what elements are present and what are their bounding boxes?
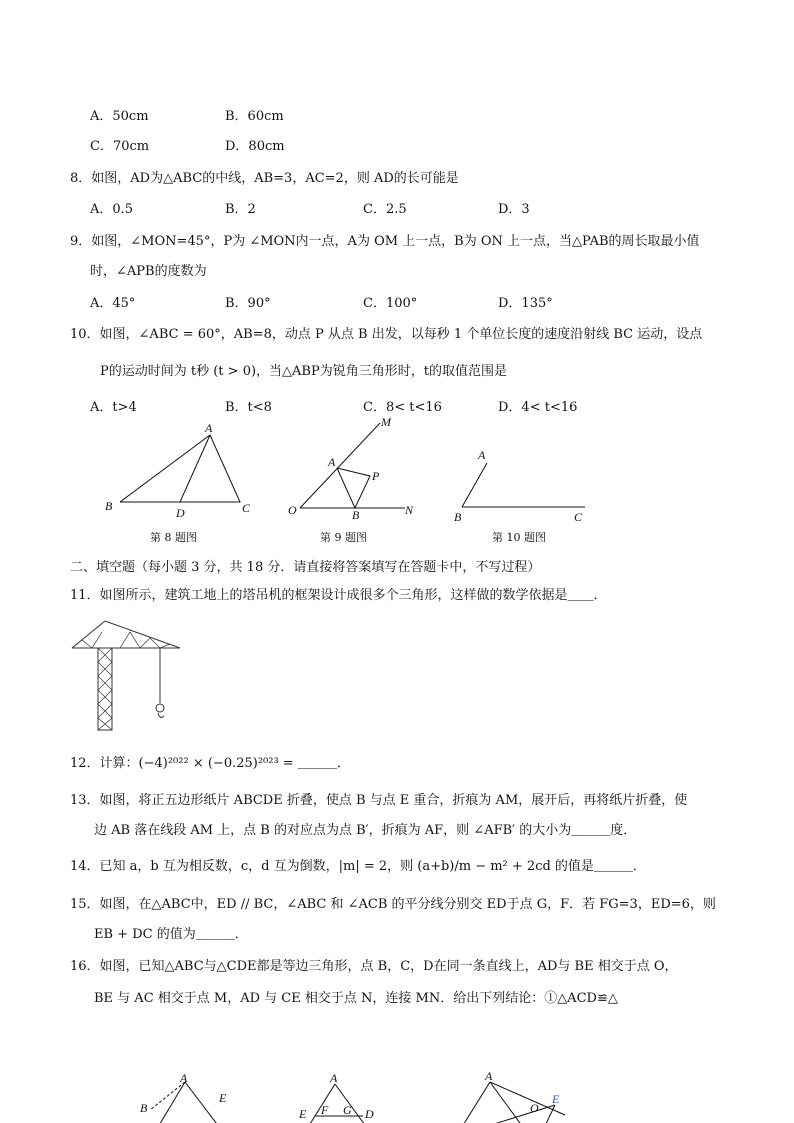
label-p: P [372,469,380,483]
label-a: A [485,1069,493,1083]
q8-option-d: D．3 [498,202,530,217]
label-a: A [205,421,213,435]
label-g: G [343,1103,352,1117]
q7-option-b: B．60cm [225,109,284,124]
label-n: N [405,503,414,517]
q16-line-2: BE 与 AC 相交于点 M，AD 与 CE 相交于点 N，连接 MN．给出下列结论：①△ACD≌△ [94,991,618,1006]
label-b: B [352,508,360,522]
label-d: D [176,506,185,520]
label-a: A [330,1071,338,1085]
q8-option-b: B．2 [225,202,256,217]
bottom-figure-3 [455,1070,575,1123]
q10-stem-1: 10．如图，∠ABC = 60°，AB=8，动点 P 从点 B 出发，以每秒 1 个单位长度的速度沿射线 BC 运动，设点 [70,327,703,342]
bottom-figure-1 [135,1072,245,1123]
q11-stem: 11．如图所示，建筑工地上的塔吊机的框架设计成很多个三角形，这样做的数学依据是＿＿． [70,588,607,603]
q9-option-c: C．100° [363,296,418,311]
q9-option-b: B．90° [225,296,271,311]
q9-stem-2: 时，∠APB的度数为 [90,264,207,279]
label-a: A [478,448,486,462]
bottom-figure-2 [295,1072,385,1123]
label-o: O [530,1101,539,1115]
caption-q8: 第 8 题图 [150,531,197,544]
label-b: B [454,510,462,524]
q7-option-c: C．70cm [90,139,150,154]
section-2-heading: 二、填空题（每小题 3 分，共 18 分．请直接将答案填写在答题卡中，不写过程） [70,560,541,575]
label-c: C [574,510,583,524]
q15-line-2: EB + DC 的值为＿＿＿． [94,927,248,942]
label-a: A [328,455,336,469]
q9-option-a: A．45° [90,296,136,311]
label-e: E [299,1107,307,1121]
q9-option-d: D．135° [498,296,553,311]
q14-stem: 14．已知 a，b 互为相反数，c，d 互为倒数，|m| = 2，则 (a+b)/m − m² + 2cd 的值是＿＿＿． [70,859,646,874]
label-d: D [365,1107,374,1121]
q10-option-d: D．4< t<16 [498,400,578,415]
caption-q10: 第 10 题图 [492,531,546,544]
label-f: F [321,1103,329,1117]
label-c: C [242,501,251,515]
q15-line-1: 15．如图，在△ABC中，ED // BC，∠ABC 和 ∠ACB 的平分线分别交 ED于点 G，F．若 FG=3，ED=6，则 [70,897,716,912]
figure-q9 [285,415,425,522]
q8-option-a: A．0.5 [90,202,134,217]
figure-q10 [450,445,590,525]
label-b: B [105,499,113,513]
q7-option-d: D．80cm [225,139,285,154]
label-o: O [288,503,297,517]
q8-option-c: C．2.5 [363,202,407,217]
q9-stem-1: 9．如图，∠MON=45°，P为 ∠MON内一点，A为 OM 上一点，B为 ON 上一点，当△PAB的周长取最小值 [70,234,700,249]
tower-crane-figure [70,618,185,733]
q10-option-a: A．t>4 [90,400,137,415]
q13-line-1: 13．如图，将正五边形纸片 ABCDE 折叠，使点 B 与点 E 重合，折痕为 AM，展开后，再将纸片折叠，使 [70,793,688,808]
q13-line-2: 边 AB 落在线段 AM 上，点 B 的对应点为点 B′，折痕为 AF，则 ∠AFB′ 的大小为＿＿＿度． [94,823,637,838]
caption-q9: 第 9 题图 [320,531,367,544]
label-e: E [552,1092,560,1106]
figure-q8 [100,420,260,520]
q10-option-b: B．t<8 [225,400,272,415]
label-b: B [140,1101,148,1115]
q16-line-1: 16．如图，已知△ABC与△CDE都是等边三角形，点 B，C，D在同一条直线上，AD与 BE 相交于点 O， [70,959,678,974]
label-a: A [180,1071,188,1085]
label-m: M [381,415,391,429]
q7-option-a: A．50cm [90,109,149,124]
q8-stem: 8．如图，AD为△ABC的中线，AB=3，AC=2，则 AD的长可能是 [70,171,459,186]
q10-option-c: C．8< t<16 [363,400,442,415]
q10-stem-2: P的运动时间为 t秒 (t > 0)，当△ABP为锐角三角形时，t的取值范围是 [100,364,507,379]
q12-stem: 12．计算：(−4)²⁰²² × (−0.25)²⁰²³ = ＿＿＿． [70,756,350,771]
label-e: E [219,1091,227,1105]
